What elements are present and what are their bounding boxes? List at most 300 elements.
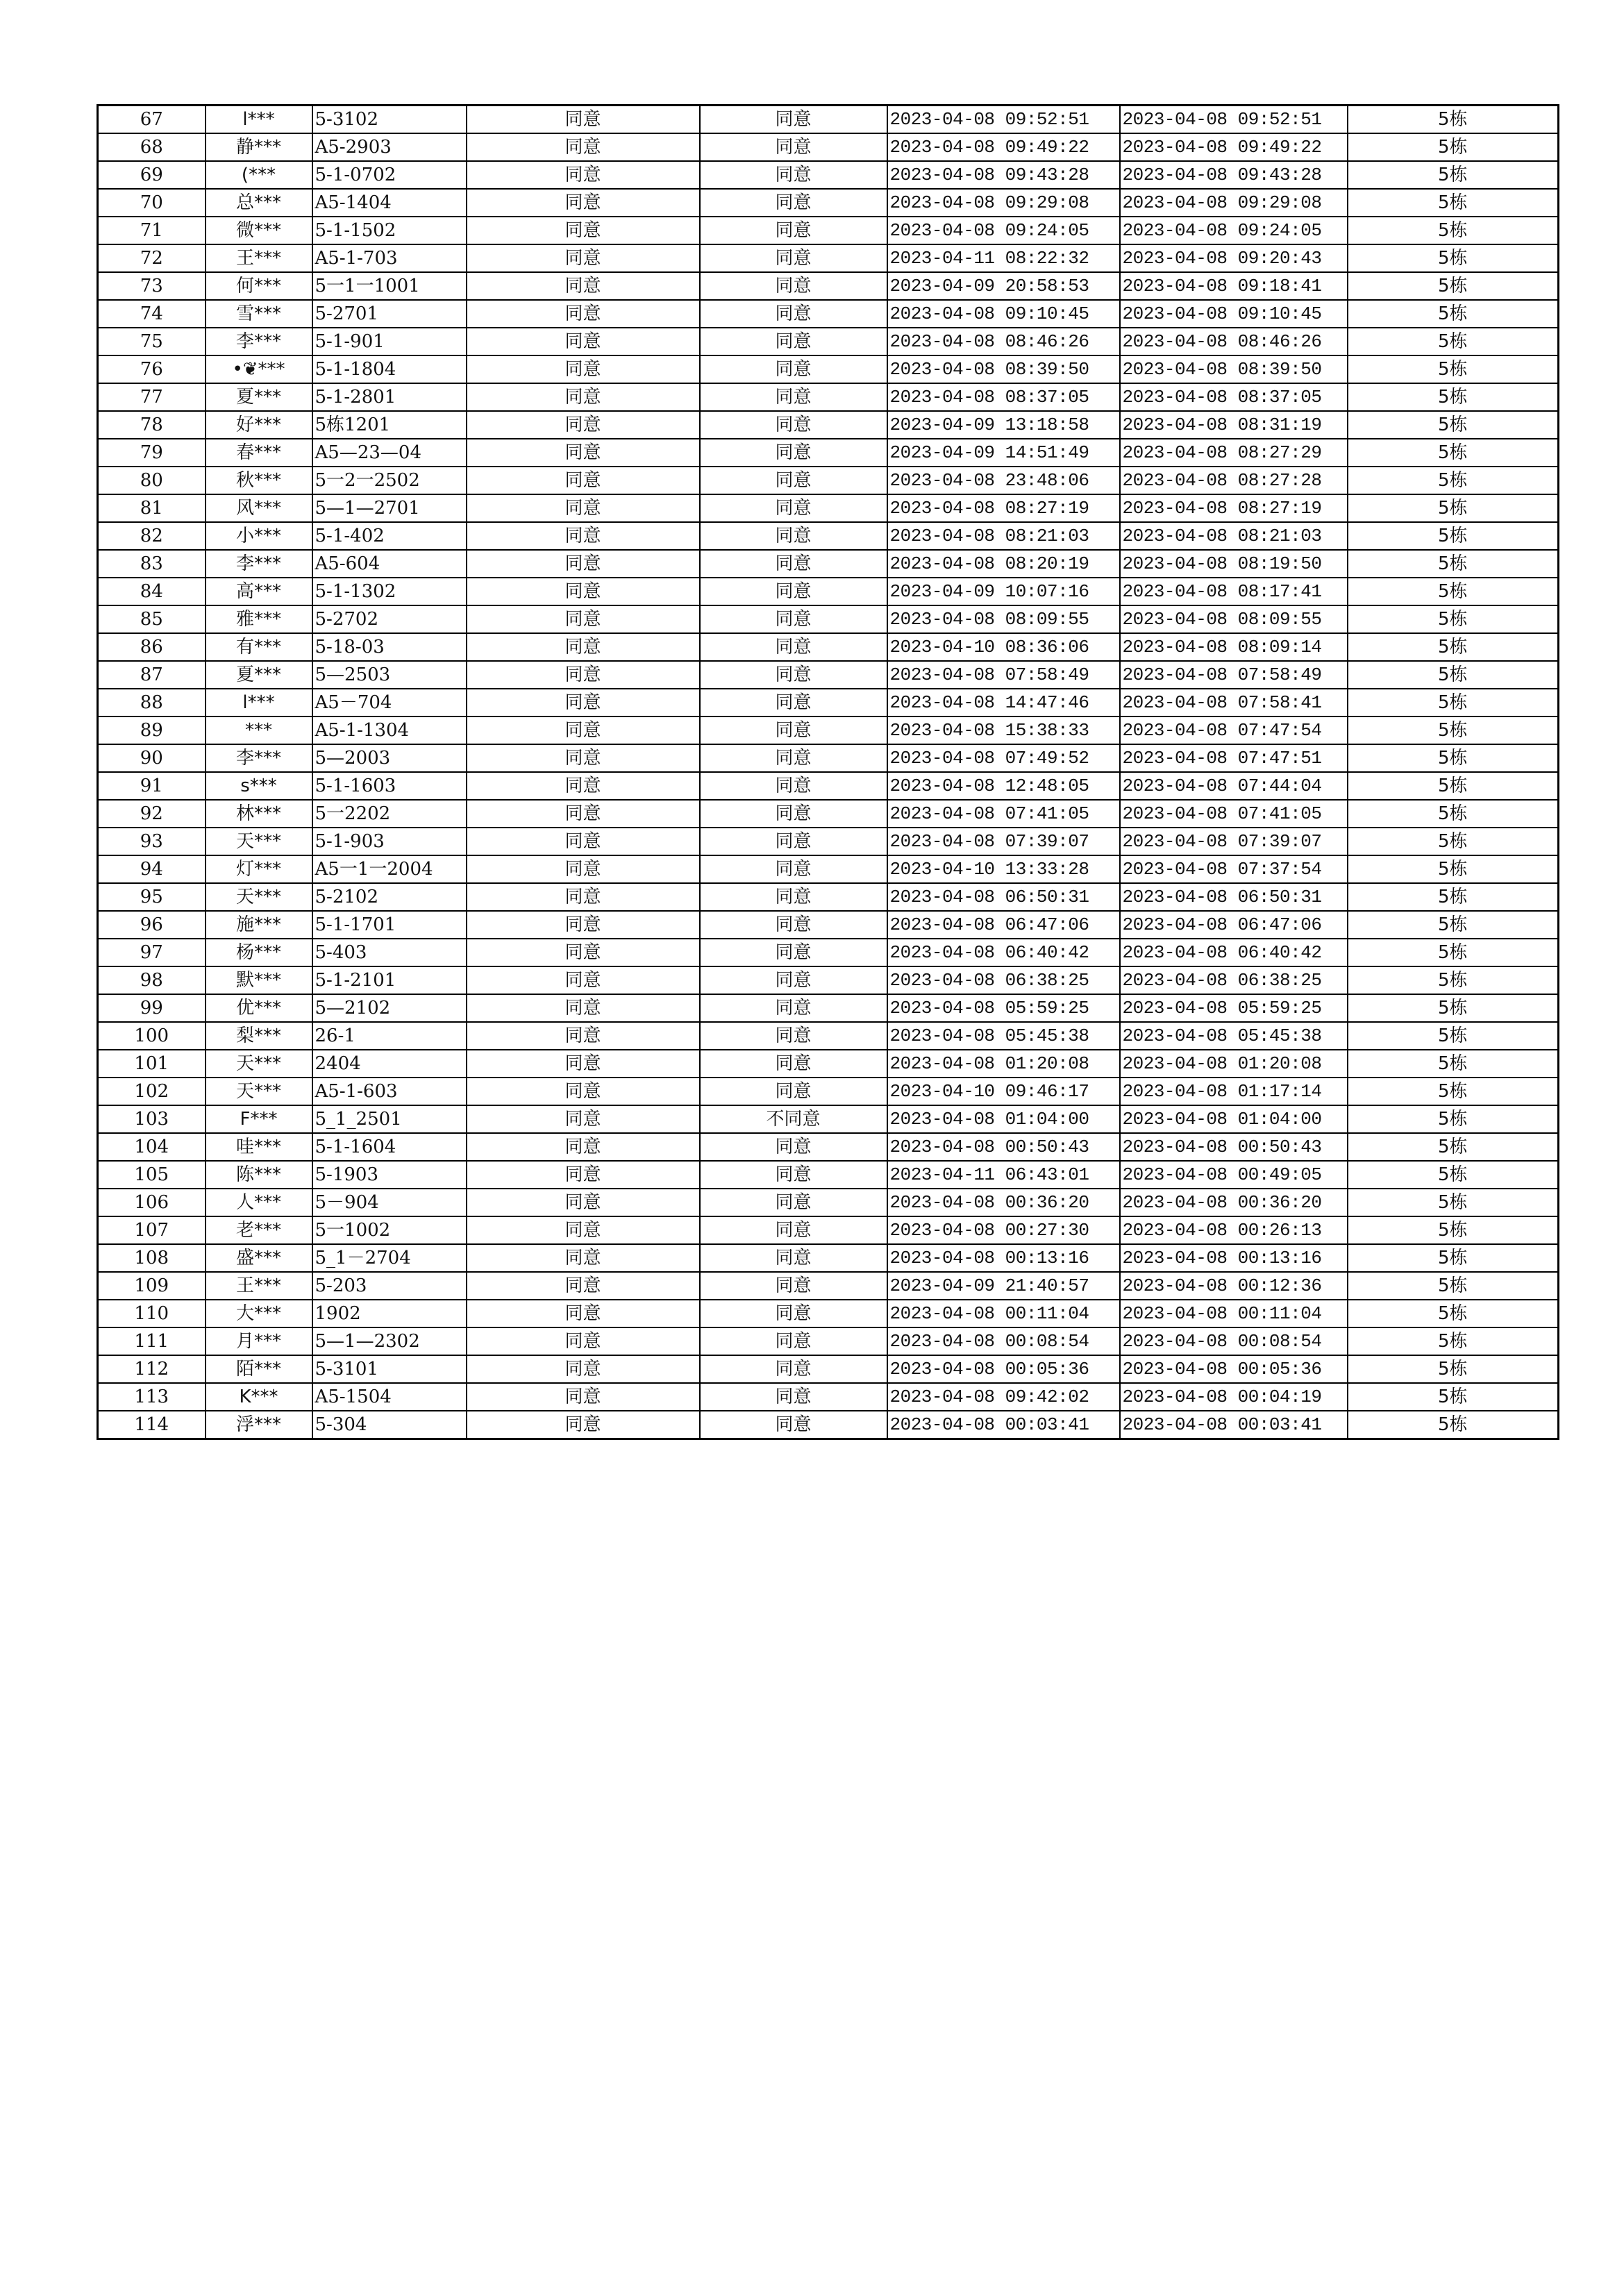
vote-second-cell: 同意 [700, 383, 887, 411]
table-row [98, 494, 1559, 522]
vote-second-cell: 同意 [700, 328, 887, 355]
building-cell: 5栋 [1348, 217, 1559, 244]
row-number-cell: 105 [98, 1161, 206, 1189]
vote-first-cell: 同意 [467, 744, 700, 772]
vote-first-cell: 同意 [467, 605, 700, 633]
vote-second-cell: 同意 [700, 883, 887, 911]
row-number-cell: 76 [98, 355, 206, 383]
row-number-cell: 73 [98, 272, 206, 300]
building-cell: 5栋 [1348, 605, 1559, 633]
vote-second-cell: 同意 [700, 106, 887, 134]
row-number-cell: 95 [98, 883, 206, 911]
owner-name-cell: 王*** [206, 1272, 312, 1300]
submit-time-cell: 2023-04-08 09:42:02 [887, 1383, 1120, 1411]
row-number-cell: 74 [98, 300, 206, 328]
room-number-cell: A5-1-703 [312, 244, 467, 272]
table-row [98, 1078, 1559, 1105]
first-submit-time-cell: 2023-04-08 00:49:05 [1120, 1161, 1348, 1189]
vote-first-cell: 同意 [467, 467, 700, 494]
table-row [98, 467, 1559, 494]
row-number-cell: 108 [98, 1244, 206, 1272]
table-row [98, 717, 1559, 744]
row-number-cell: 106 [98, 1189, 206, 1216]
building-cell: 5栋 [1348, 1355, 1559, 1383]
vote-first-cell: 同意 [467, 1355, 700, 1383]
table-row [98, 911, 1559, 939]
table-row [98, 411, 1559, 439]
owner-name-cell: (*** [206, 161, 312, 189]
room-number-cell: 5-1-0702 [312, 161, 467, 189]
vote-first-cell: 同意 [467, 1161, 700, 1189]
owner-name-cell: 杨*** [206, 939, 312, 966]
room-number-cell: 5一2202 [312, 800, 467, 828]
owner-name-cell: 盛*** [206, 1244, 312, 1272]
first-submit-time-cell: 2023-04-08 07:39:07 [1120, 828, 1348, 855]
room-number-cell: 5_1－2704 [312, 1244, 467, 1272]
first-submit-time-cell: 2023-04-08 01:20:08 [1120, 1050, 1348, 1078]
room-number-cell: A5－704 [312, 689, 467, 717]
room-number-cell: 5—2102 [312, 994, 467, 1022]
submit-time-cell: 2023-04-08 15:38:33 [887, 717, 1120, 744]
room-number-cell: 5-1-1603 [312, 772, 467, 800]
building-cell: 5栋 [1348, 1272, 1559, 1300]
table-row [98, 550, 1559, 578]
first-submit-time-cell: 2023-04-08 08:21:03 [1120, 522, 1348, 550]
room-number-cell: 5-1-901 [312, 328, 467, 355]
first-submit-time-cell: 2023-04-08 07:58:49 [1120, 661, 1348, 689]
vote-second-cell: 同意 [700, 1161, 887, 1189]
vote-second-cell: 同意 [700, 744, 887, 772]
vote-second-cell: 同意 [700, 1050, 887, 1078]
vote-second-cell: 同意 [700, 911, 887, 939]
building-cell: 5栋 [1348, 1105, 1559, 1133]
row-number-cell: 98 [98, 966, 206, 994]
first-submit-time-cell: 2023-04-08 00:05:36 [1120, 1355, 1348, 1383]
room-number-cell: 5一1一1001 [312, 272, 467, 300]
owner-name-cell: 李*** [206, 328, 312, 355]
vote-first-cell: 同意 [467, 217, 700, 244]
building-cell: 5栋 [1348, 744, 1559, 772]
submit-time-cell: 2023-04-09 20:58:53 [887, 272, 1120, 300]
vote-first-cell: 同意 [467, 1133, 700, 1161]
vote-first-cell: 同意 [467, 411, 700, 439]
first-submit-time-cell: 2023-04-08 06:47:06 [1120, 911, 1348, 939]
submit-time-cell: 2023-04-08 06:47:06 [887, 911, 1120, 939]
vote-first-cell: 同意 [467, 1327, 700, 1355]
building-cell: 5栋 [1348, 717, 1559, 744]
first-submit-time-cell: 2023-04-08 08:27:28 [1120, 467, 1348, 494]
vote-first-cell: 同意 [467, 1050, 700, 1078]
owner-name-cell: 微*** [206, 217, 312, 244]
room-number-cell: 5-1-1302 [312, 578, 467, 605]
owner-name-cell: 哇*** [206, 1133, 312, 1161]
vote-second-cell: 同意 [700, 1300, 887, 1327]
vote-second-cell: 同意 [700, 939, 887, 966]
first-submit-time-cell: 2023-04-08 07:47:51 [1120, 744, 1348, 772]
row-number-cell: 94 [98, 855, 206, 883]
vote-second-cell: 同意 [700, 550, 887, 578]
vote-first-cell: 同意 [467, 1216, 700, 1244]
owner-name-cell: 灯*** [206, 855, 312, 883]
owner-name-cell: *** [206, 717, 312, 744]
owner-name-cell: 梨*** [206, 1022, 312, 1050]
room-number-cell: A5-2903 [312, 133, 467, 161]
row-number-cell: 78 [98, 411, 206, 439]
vote-first-cell: 同意 [467, 939, 700, 966]
submit-time-cell: 2023-04-08 08:27:19 [887, 494, 1120, 522]
submit-time-cell: 2023-04-08 00:13:16 [887, 1244, 1120, 1272]
table-row [98, 189, 1559, 217]
vote-first-cell: 同意 [467, 772, 700, 800]
building-cell: 5栋 [1348, 272, 1559, 300]
first-submit-time-cell: 2023-04-08 01:04:00 [1120, 1105, 1348, 1133]
room-number-cell: 5-1-903 [312, 828, 467, 855]
owner-name-cell: 天*** [206, 1050, 312, 1078]
vote-first-cell: 同意 [467, 883, 700, 911]
room-number-cell: 5一1002 [312, 1216, 467, 1244]
vote-first-cell: 同意 [467, 1244, 700, 1272]
vote-second-cell: 同意 [700, 1133, 887, 1161]
room-number-cell: 1902 [312, 1300, 467, 1327]
owner-name-cell: 风*** [206, 494, 312, 522]
vote-first-cell: 同意 [467, 911, 700, 939]
vote-first-cell: 同意 [467, 272, 700, 300]
first-submit-time-cell: 2023-04-08 00:08:54 [1120, 1327, 1348, 1355]
building-cell: 5栋 [1348, 550, 1559, 578]
first-submit-time-cell: 2023-04-08 09:43:28 [1120, 161, 1348, 189]
table-row [98, 161, 1559, 189]
building-cell: 5栋 [1348, 939, 1559, 966]
table-row [98, 439, 1559, 467]
table-row [98, 1383, 1559, 1411]
owner-name-cell: 高*** [206, 578, 312, 605]
room-number-cell: 5—1—2701 [312, 494, 467, 522]
owner-name-cell: 陌*** [206, 1355, 312, 1383]
row-number-cell: 96 [98, 911, 206, 939]
first-submit-time-cell: 2023-04-08 00:04:19 [1120, 1383, 1348, 1411]
vote-first-cell: 同意 [467, 1189, 700, 1216]
first-submit-time-cell: 2023-04-08 00:36:20 [1120, 1189, 1348, 1216]
room-number-cell: 5-1-1502 [312, 217, 467, 244]
table-row [98, 217, 1559, 244]
room-number-cell: 5-18-03 [312, 633, 467, 661]
room-number-cell: 5—2503 [312, 661, 467, 689]
first-submit-time-cell: 2023-04-08 07:47:54 [1120, 717, 1348, 744]
table-row [98, 133, 1559, 161]
submit-time-cell: 2023-04-11 08:22:32 [887, 244, 1120, 272]
submit-time-cell: 2023-04-08 07:58:49 [887, 661, 1120, 689]
building-cell: 5栋 [1348, 133, 1559, 161]
room-number-cell: A5-604 [312, 550, 467, 578]
submit-time-cell: 2023-04-08 08:20:19 [887, 550, 1120, 578]
first-submit-time-cell: 2023-04-08 09:52:51 [1120, 106, 1348, 134]
building-cell: 5栋 [1348, 1022, 1559, 1050]
building-cell: 5栋 [1348, 828, 1559, 855]
building-cell: 5栋 [1348, 1244, 1559, 1272]
room-number-cell: 5-1-2101 [312, 966, 467, 994]
building-cell: 5栋 [1348, 300, 1559, 328]
building-cell: 5栋 [1348, 355, 1559, 383]
vote-first-cell: 同意 [467, 522, 700, 550]
vote-first-cell: 同意 [467, 355, 700, 383]
first-submit-time-cell: 2023-04-08 09:10:45 [1120, 300, 1348, 328]
room-number-cell: 5栋1201 [312, 411, 467, 439]
first-submit-time-cell: 2023-04-08 00:12:36 [1120, 1272, 1348, 1300]
building-cell: 5栋 [1348, 494, 1559, 522]
table-row [98, 1161, 1559, 1189]
row-number-cell: 90 [98, 744, 206, 772]
table-row [98, 855, 1559, 883]
building-cell: 5栋 [1348, 1300, 1559, 1327]
submit-time-cell: 2023-04-08 09:29:08 [887, 189, 1120, 217]
building-cell: 5栋 [1348, 189, 1559, 217]
submit-time-cell: 2023-04-08 12:48:05 [887, 772, 1120, 800]
building-cell: 5栋 [1348, 578, 1559, 605]
vote-first-cell: 同意 [467, 1105, 700, 1133]
room-number-cell: 26-1 [312, 1022, 467, 1050]
room-number-cell: 5－904 [312, 1189, 467, 1216]
row-number-cell: 71 [98, 217, 206, 244]
room-number-cell: A5-1504 [312, 1383, 467, 1411]
owner-name-cell: 老*** [206, 1216, 312, 1244]
row-number-cell: 111 [98, 1327, 206, 1355]
table-row [98, 1272, 1559, 1300]
building-cell: 5栋 [1348, 772, 1559, 800]
first-submit-time-cell: 2023-04-08 07:37:54 [1120, 855, 1348, 883]
owner-name-cell: •❦*** [206, 355, 312, 383]
vote-second-cell: 同意 [700, 300, 887, 328]
submit-time-cell: 2023-04-09 21:40:57 [887, 1272, 1120, 1300]
owner-name-cell: 夏*** [206, 661, 312, 689]
table-row [98, 1300, 1559, 1327]
row-number-cell: 80 [98, 467, 206, 494]
first-submit-time-cell: 2023-04-08 07:44:04 [1120, 772, 1348, 800]
vote-second-cell: 不同意 [700, 1105, 887, 1133]
vote-first-cell: 同意 [467, 633, 700, 661]
row-number-cell: 91 [98, 772, 206, 800]
row-number-cell: 79 [98, 439, 206, 467]
room-number-cell: 5-1-1804 [312, 355, 467, 383]
submit-time-cell: 2023-04-08 09:49:22 [887, 133, 1120, 161]
vote-second-cell: 同意 [700, 605, 887, 633]
row-number-cell: 70 [98, 189, 206, 217]
row-number-cell: 75 [98, 328, 206, 355]
table-row [98, 689, 1559, 717]
vote-second-cell: 同意 [700, 1327, 887, 1355]
first-submit-time-cell: 2023-04-08 09:18:41 [1120, 272, 1348, 300]
first-submit-time-cell: 2023-04-08 00:26:13 [1120, 1216, 1348, 1244]
room-number-cell: 5-1-1604 [312, 1133, 467, 1161]
submit-time-cell: 2023-04-08 07:49:52 [887, 744, 1120, 772]
building-cell: 5栋 [1348, 161, 1559, 189]
first-submit-time-cell: 2023-04-08 09:20:43 [1120, 244, 1348, 272]
vote-second-cell: 同意 [700, 133, 887, 161]
table-row [98, 800, 1559, 828]
room-number-cell: 5—1—2302 [312, 1327, 467, 1355]
first-submit-time-cell: 2023-04-08 08:46:26 [1120, 328, 1348, 355]
table-row [98, 522, 1559, 550]
submit-time-cell: 2023-04-08 08:09:55 [887, 605, 1120, 633]
submit-time-cell: 2023-04-08 00:50:43 [887, 1133, 1120, 1161]
table-row [98, 1327, 1559, 1355]
vote-second-cell: 同意 [700, 244, 887, 272]
building-cell: 5栋 [1348, 1078, 1559, 1105]
table-row [98, 633, 1559, 661]
room-number-cell: 5-3101 [312, 1355, 467, 1383]
owner-name-cell: 李*** [206, 550, 312, 578]
first-submit-time-cell: 2023-04-08 07:41:05 [1120, 800, 1348, 828]
room-number-cell: 5-1-2801 [312, 383, 467, 411]
table-row [98, 355, 1559, 383]
table-row [98, 1244, 1559, 1272]
vote-second-cell: 同意 [700, 772, 887, 800]
table-row [98, 1022, 1559, 1050]
owner-name-cell: 月*** [206, 1327, 312, 1355]
submit-time-cell: 2023-04-08 00:05:36 [887, 1355, 1120, 1383]
submit-time-cell: 2023-04-08 07:39:07 [887, 828, 1120, 855]
first-submit-time-cell: 2023-04-08 08:09:14 [1120, 633, 1348, 661]
row-number-cell: 87 [98, 661, 206, 689]
row-number-cell: 92 [98, 800, 206, 828]
table-row [98, 605, 1559, 633]
owner-name-cell: 默*** [206, 966, 312, 994]
first-submit-time-cell: 2023-04-08 00:11:04 [1120, 1300, 1348, 1327]
room-number-cell: 5-3102 [312, 106, 467, 134]
building-cell: 5栋 [1348, 467, 1559, 494]
table-row [98, 383, 1559, 411]
vote-first-cell: 同意 [467, 828, 700, 855]
table-row [98, 106, 1559, 134]
owner-name-cell: 好*** [206, 411, 312, 439]
owner-name-cell: 小*** [206, 522, 312, 550]
vote-second-cell: 同意 [700, 994, 887, 1022]
row-number-cell: 88 [98, 689, 206, 717]
first-submit-time-cell: 2023-04-08 06:40:42 [1120, 939, 1348, 966]
vote-first-cell: 同意 [467, 550, 700, 578]
vote-second-cell: 同意 [700, 689, 887, 717]
building-cell: 5栋 [1348, 966, 1559, 994]
owner-name-cell: 夏*** [206, 383, 312, 411]
vote-first-cell: 同意 [467, 1383, 700, 1411]
table-row [98, 772, 1559, 800]
submit-time-cell: 2023-04-08 08:37:05 [887, 383, 1120, 411]
submit-time-cell: 2023-04-08 14:47:46 [887, 689, 1120, 717]
table-row [98, 966, 1559, 994]
submit-time-cell: 2023-04-08 23:48:06 [887, 467, 1120, 494]
vote-second-cell: 同意 [700, 1355, 887, 1383]
building-cell: 5栋 [1348, 911, 1559, 939]
vote-second-cell: 同意 [700, 272, 887, 300]
table-row [98, 883, 1559, 911]
vote-first-cell: 同意 [467, 300, 700, 328]
owner-name-cell: 施*** [206, 911, 312, 939]
submit-time-cell: 2023-04-10 08:36:06 [887, 633, 1120, 661]
table-row [98, 828, 1559, 855]
vote-first-cell: 同意 [467, 578, 700, 605]
owner-name-cell: 总*** [206, 189, 312, 217]
room-number-cell: 5-2702 [312, 605, 467, 633]
submit-time-cell: 2023-04-08 01:04:00 [887, 1105, 1120, 1133]
owner-name-cell: 李*** [206, 744, 312, 772]
first-submit-time-cell: 2023-04-08 09:49:22 [1120, 133, 1348, 161]
room-number-cell: 5-1-402 [312, 522, 467, 550]
owner-name-cell: 静*** [206, 133, 312, 161]
table-row [98, 1189, 1559, 1216]
vote-first-cell: 同意 [467, 1411, 700, 1439]
building-cell: 5栋 [1348, 1216, 1559, 1244]
room-number-cell: 5-2102 [312, 883, 467, 911]
vote-second-cell: 同意 [700, 1078, 887, 1105]
first-submit-time-cell: 2023-04-08 01:17:14 [1120, 1078, 1348, 1105]
vote-second-cell: 同意 [700, 1244, 887, 1272]
row-number-cell: 69 [98, 161, 206, 189]
submit-time-cell: 2023-04-09 14:51:49 [887, 439, 1120, 467]
room-number-cell: 5-403 [312, 939, 467, 966]
submit-time-cell: 2023-04-09 13:18:58 [887, 411, 1120, 439]
submit-time-cell: 2023-04-10 13:33:28 [887, 855, 1120, 883]
building-cell: 5栋 [1348, 244, 1559, 272]
row-number-cell: 101 [98, 1050, 206, 1078]
vote-second-cell: 同意 [700, 494, 887, 522]
row-number-cell: 110 [98, 1300, 206, 1327]
room-number-cell: A5-1-1304 [312, 717, 467, 744]
row-number-cell: 86 [98, 633, 206, 661]
owner-name-cell: l*** [206, 689, 312, 717]
vote-first-cell: 同意 [467, 1300, 700, 1327]
vote-second-cell: 同意 [700, 1383, 887, 1411]
owner-name-cell: 春*** [206, 439, 312, 467]
table-row [98, 939, 1559, 966]
vote-second-cell: 同意 [700, 439, 887, 467]
owner-name-cell: F*** [206, 1105, 312, 1133]
owner-name-cell: 浮*** [206, 1411, 312, 1439]
row-number-cell: 93 [98, 828, 206, 855]
row-number-cell: 100 [98, 1022, 206, 1050]
vote-first-cell: 同意 [467, 383, 700, 411]
first-submit-time-cell: 2023-04-08 08:37:05 [1120, 383, 1348, 411]
vote-second-cell: 同意 [700, 578, 887, 605]
first-submit-time-cell: 2023-04-08 05:45:38 [1120, 1022, 1348, 1050]
vote-second-cell: 同意 [700, 1216, 887, 1244]
submit-time-cell: 2023-04-11 06:43:01 [887, 1161, 1120, 1189]
owner-name-cell: 雪*** [206, 300, 312, 328]
room-number-cell: A5—23—04 [312, 439, 467, 467]
row-number-cell: 77 [98, 383, 206, 411]
owner-name-cell: 王*** [206, 244, 312, 272]
submit-time-cell: 2023-04-08 00:36:20 [887, 1189, 1120, 1216]
submit-time-cell: 2023-04-08 09:52:51 [887, 106, 1120, 134]
vote-second-cell: 同意 [700, 1189, 887, 1216]
first-submit-time-cell: 2023-04-08 08:39:50 [1120, 355, 1348, 383]
vote-second-cell: 同意 [700, 217, 887, 244]
vote-second-cell: 同意 [700, 189, 887, 217]
vote-first-cell: 同意 [467, 689, 700, 717]
row-number-cell: 85 [98, 605, 206, 633]
vote-first-cell: 同意 [467, 1078, 700, 1105]
owner-name-cell: 雅*** [206, 605, 312, 633]
row-number-cell: 81 [98, 494, 206, 522]
building-cell: 5栋 [1348, 661, 1559, 689]
table-row [98, 1355, 1559, 1383]
submit-time-cell: 2023-04-08 05:45:38 [887, 1022, 1120, 1050]
submit-time-cell: 2023-04-08 09:43:28 [887, 161, 1120, 189]
building-cell: 5栋 [1348, 1411, 1559, 1439]
row-number-cell: 82 [98, 522, 206, 550]
vote-first-cell: 同意 [467, 133, 700, 161]
vote-second-cell: 同意 [700, 411, 887, 439]
vote-first-cell: 同意 [467, 439, 700, 467]
first-submit-time-cell: 2023-04-08 00:13:16 [1120, 1244, 1348, 1272]
